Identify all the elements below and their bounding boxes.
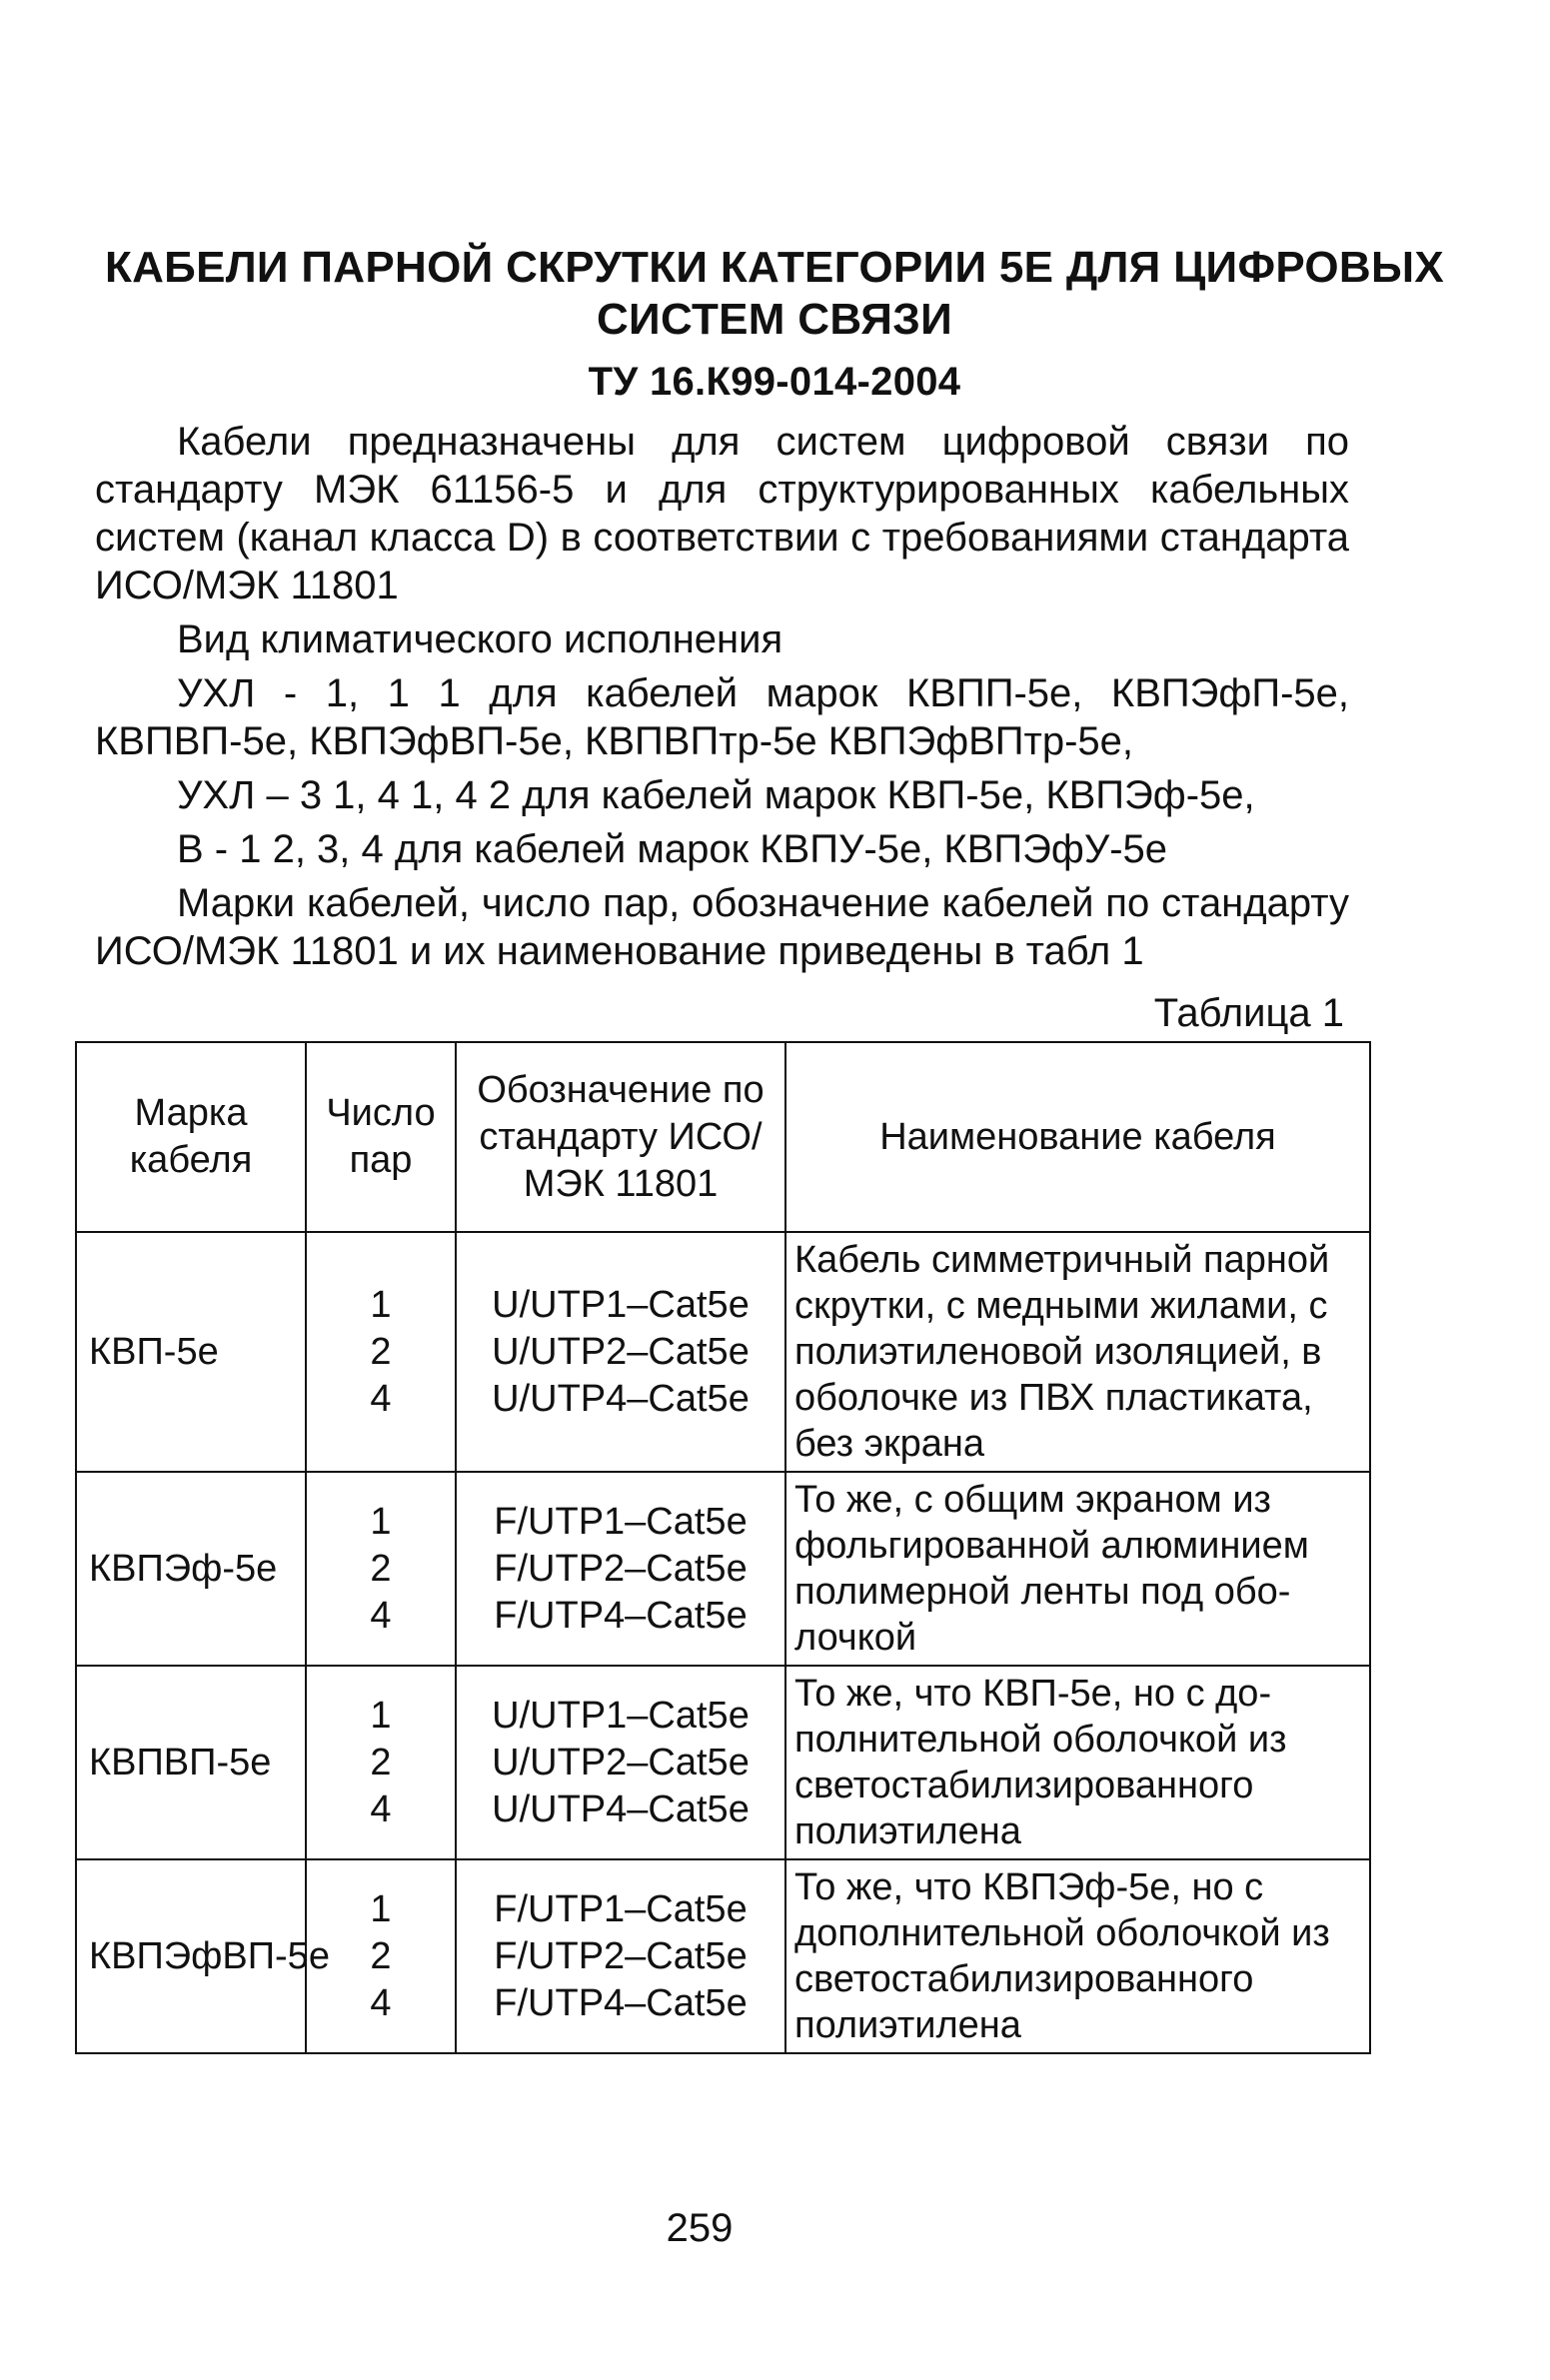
body-text: [95, 418, 1349, 981]
paragraph-climate-v1: В - 1 2, 3, 4 для кабелей марок КВПУ-5е, КВПЭфУ-5е: [177, 827, 1168, 871]
table-row: [76, 1666, 1370, 1859]
iso-designation: U/UTP2–Cat5e: [492, 1741, 750, 1784]
cell-mark: КВПВП-5е: [76, 1666, 306, 1859]
iso-designation: F/UTP2–Cat5e: [494, 1547, 748, 1590]
header-iso: Обозначение по стандарту ИСО/МЭК 11801: [456, 1042, 785, 1232]
cell-iso: [456, 1859, 785, 2053]
table-row: [76, 1232, 1370, 1472]
cell-iso: [456, 1472, 785, 1666]
table-row: [76, 1859, 1370, 2053]
iso-designation: F/UTP4–Cat5e: [494, 1594, 748, 1637]
iso-designation: F/UTP1–Cat5e: [494, 1500, 748, 1543]
iso-designation: U/UTP1–Cat5e: [492, 1283, 750, 1326]
pair-count: 4: [370, 1594, 392, 1637]
pair-count: 1: [370, 1887, 392, 1930]
cell-name: То же, что КВП-5е, но с до-полнительной оболочкой из светостабилизированного полиэтилена: [785, 1666, 1370, 1859]
pair-count: 2: [370, 1741, 392, 1784]
cell-iso: [456, 1232, 785, 1472]
iso-designation: F/UTP1–Cat5e: [494, 1887, 748, 1930]
cell-mark: КВПЭфВП-5е: [76, 1859, 306, 2053]
cell-pairs: [306, 1472, 456, 1666]
iso-designation: U/UTP2–Cat5e: [492, 1330, 750, 1373]
cell-name: То же, что КВПЭф-5е, но с дополнительной оболочкой из светостабилизированного полиэтилена: [785, 1859, 1370, 2053]
pair-count: 2: [370, 1547, 392, 1590]
cell-mark: КВПЭф-5е: [76, 1472, 306, 1666]
header-pairs: Число пар: [306, 1042, 456, 1232]
cell-name: Кабель симметричный парной скрутки, с медными жилами, с полиэтиленовой изоляцией, в оболочке из ПВХ пластиката, без экрана: [785, 1232, 1370, 1472]
spec-code: ТУ 16.К99-014-2004: [588, 360, 961, 404]
paragraph-purpose: Кабели предназначены для систем цифровой связи по стандарту МЭК 61156-5 и для структурированных кабельных систем (канал класса D) в соответствии с требованиями стандарта ИСО/МЭК 11801: [95, 420, 1349, 607]
cell-pairs: [306, 1666, 456, 1859]
header-name: Наименование кабеля: [785, 1042, 1370, 1232]
iso-designation: F/UTP2–Cat5e: [494, 1934, 748, 1977]
pair-count: 1: [370, 1500, 392, 1543]
pair-count: 2: [370, 1934, 392, 1977]
cable-spec-table: [75, 1041, 1371, 2054]
page-number: 259: [666, 2206, 734, 2250]
paragraph-table-ref: Марки кабелей, число пар, обозначение кабелей по стандарту ИСО/МЭК 11801 и их наименование приведены в табл 1: [95, 881, 1349, 973]
pair-count: 2: [370, 1330, 392, 1373]
table-row: [76, 1472, 1370, 1666]
document-title-line2: СИСТЕМ СВЯЗИ: [596, 295, 953, 344]
cell-name: То же, с общим экраном из фольгированной алюминием полимерной ленты под обо-лочкой: [785, 1472, 1370, 1666]
paragraph-climate-uhl1: УХЛ - 1, 1 1 для кабелей марок КВПП-5е, КВПЭфП-5е, КВПВП-5е, КВПЭфВП-5е, КВПВПтр-5е КВПЭфВПтр-5е,: [95, 671, 1349, 763]
cell-mark: КВП-5е: [76, 1232, 306, 1472]
table-header-row: [76, 1042, 1370, 1232]
pair-count: 4: [370, 1981, 392, 2024]
pair-count: 1: [370, 1283, 392, 1326]
paragraph-climate-uhl3: УХЛ – 3 1, 4 1, 4 2 для кабелей марок КВП-5е, КВПЭф-5е,: [177, 773, 1255, 817]
iso-designation: U/UTP1–Cat5e: [492, 1694, 750, 1737]
iso-designation: F/UTP4–Cat5e: [494, 1981, 748, 2024]
header-mark: Марка кабеля: [76, 1042, 306, 1232]
iso-designation: U/UTP4–Cat5e: [492, 1377, 750, 1420]
pair-count: 1: [370, 1694, 392, 1737]
cell-pairs: [306, 1232, 456, 1472]
cell-iso: [456, 1666, 785, 1859]
iso-designation: U/UTP4–Cat5e: [492, 1787, 750, 1830]
pair-count: 4: [370, 1787, 392, 1830]
document-title-line1: КАБЕЛИ ПАРНОЙ СКРУТКИ КАТЕГОРИИ 5Е ДЛЯ ЦИФРОВЫХ: [104, 243, 1445, 292]
paragraph-climate-heading: Вид климатического исполнения: [177, 617, 783, 661]
pair-count: 4: [370, 1377, 392, 1420]
table-caption: Таблица 1: [1153, 991, 1344, 1035]
